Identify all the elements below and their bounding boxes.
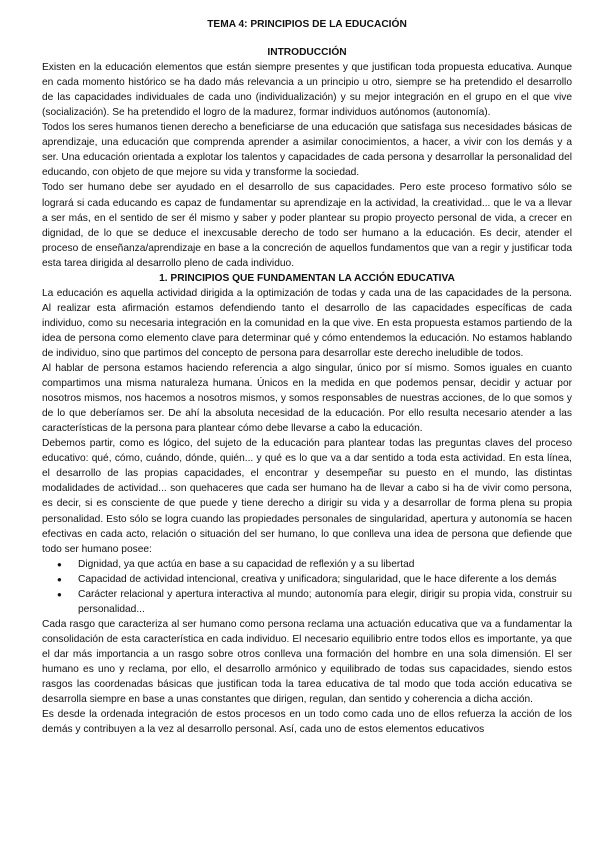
- bullet-item-capacidad: ● Capacidad de actividad intencional, creativa y unificadora; singularidad, que le hace diferente a los demás: [78, 572, 572, 587]
- closing-paragraph-1: Cada rasgo que caracteriza al ser humano como persona reclama una actuación educativa que va a fundamentar la consolidación de esta característica en cada individuo. El necesario equilibrio entre todos ellos es importante, ya que el dar más importancia a un rasgo sobre otros conlleva una formación del hombre en una sola dimensión. El ser humano es uno y reclama, por ello, el desarrollo armónico y equilibrado de todas sus capacidades, siendo estos rasgos las coordenadas básicas que justifican toda la tarea educativa de tal modo que toda acción educativa se desarrolla siempre en base a unas constantes que dirigen, regulan, dan sentido y coherencia a dicha acción.: [42, 618, 572, 706]
- intro-paragraph-3: Todo ser humano debe ser ayudado en el desarrollo de sus capacidades. Pero este proceso formativo sólo se logrará si cada educando es capaz de fundamentar su aprendizaje en la actividad, la creatividad... que le va a llevar a ser más, en el sentido de ser él mismo y saber y poder plantear su propio proyecto personal de vida, a crecer en dignidad, de lo que se deduce el inexcusable derecho de todo ser humano a la educación. Es decir, atender el proceso de enseñanza/aprendizaje en base a la concreción de aquellos fundamentos que van a regir y justificar toda esta tarea dirigida al desarrollo pleno de cada individuo.: [42, 182, 572, 269]
- section-paragraph-2: Al hablar de persona estamos haciendo referencia a algo singular, único por sí mismo. Somos iguales en cuanto compartimos una misma naturaleza humana. Únicos en la medida en que podemos pensar, decidir y actuar por nosotros mismos, nos hacemos a nosotros mismos, y somos responsables de nuestras acciones, de lo que somos y de lo que deberíamos ser. De ahí la absoluta necesidad de la educación. Por ello resulta necesario atender a las características de la persona para plantear cómo debe llevarse a cabo la educación.: [42, 363, 572, 435]
- document-title: TEMA 4: PRINCIPIOS DE LA EDUCACIÓN: [207, 19, 407, 30]
- bullet-list: [42, 557, 572, 617]
- intro-paragraph-2: Todos los seres humanos tienen derecho a beneficiarse de una educación que satisfaga sus necesidades básicas de aprendizaje, una educación que comprenda aprender a asimilar conocimientos, a hacer, a vivir con los demás y a ser. Una educación orientada a explotar los talentos y capacidades de cada persona y desarrollar la personalidad del educando, con objeto de que mejore su vida y transforme la sociedad.: [42, 122, 572, 179]
- intro-paragraph-1: Existen en la educación elementos que están siempre presentes y que justifican toda propuesta educativa. Aunque en cada momento histórico se ha dado más relevancia a un principio u otro, siempre se ha pretendido el desarrollo de las capacidades individuales de cada uno (individualización) y su mejor integración en el grupo en el que vive (socialización). Se ha pretendido el logro de la madurez, formar individuos autónomos (autonomía).: [42, 62, 572, 119]
- section-paragraph-3: Debemos partir, como es lógico, del sujeto de la educación para plantear todas las preguntas claves del proceso educativo: qué, cómo, cuándo, dónde, quién... y qué es lo que va a dar sentido a toda esta actividad. En esta línea, el desarrollo de las propias capacidades, el encontrar y desempeñar su puesto en el mundo, las distintas modalidades de actividad... son quehaceres que cada ser humano ha de llevar a cabo si ha de vivir como persona, es decir, si es consciente de que puede y tiene derecho a dirigir su vida y a desarrollar de forma plena su propia personalidad. Esto sólo se logra cuando las propiedades personales de singularidad, apertura y autonomía se hacen efectivas en cada acto, relación o situación del ser humano, lo que conlleva una idea de persona que defiende que todo ser humano posee:: [42, 438, 572, 555]
- bullet-item-caracter: ● Carácter relacional y apertura interactiva al mundo; autonomía para elegir, dirigir su propia vida, construir su personalidad...: [78, 587, 572, 617]
- closing-paragraph-2: Es desde la ordenada integración de estos procesos en un todo como cada uno de ellos refuerza la acción de los demás y contribuyen a la vez al desarrollo personal. Así, cada uno de estos elementos educativos: [42, 709, 572, 736]
- section-paragraph-1: La educación es aquella actividad dirigida a la optimización de todas y cada una de las capacidades de la persona. Al realizar esta afirmación estamos defendiendo tanto el desarrollo de las capacidades específicas de cada individuo, como su necesaria integración en la comunidad en la que vive. En esta propuesta estamos partiendo de la idea de persona como elemento clave para determinar qué y cómo entendemos la educación. No estamos hablando de individuo, sino que partimos del concepto de persona para desarrollar este derecho ineludible de todos.: [42, 287, 572, 359]
- bullet-item-dignidad: ● Dignidad, ya que actúa en base a su capacidad de reflexión y a su libertad: [78, 557, 572, 572]
- section-heading: 1. PRINCIPIOS QUE FUNDAMENTAN LA ACCIÓN EDUCATIVA: [159, 272, 455, 284]
- intro-heading: INTRODUCCIÓN: [267, 47, 347, 59]
